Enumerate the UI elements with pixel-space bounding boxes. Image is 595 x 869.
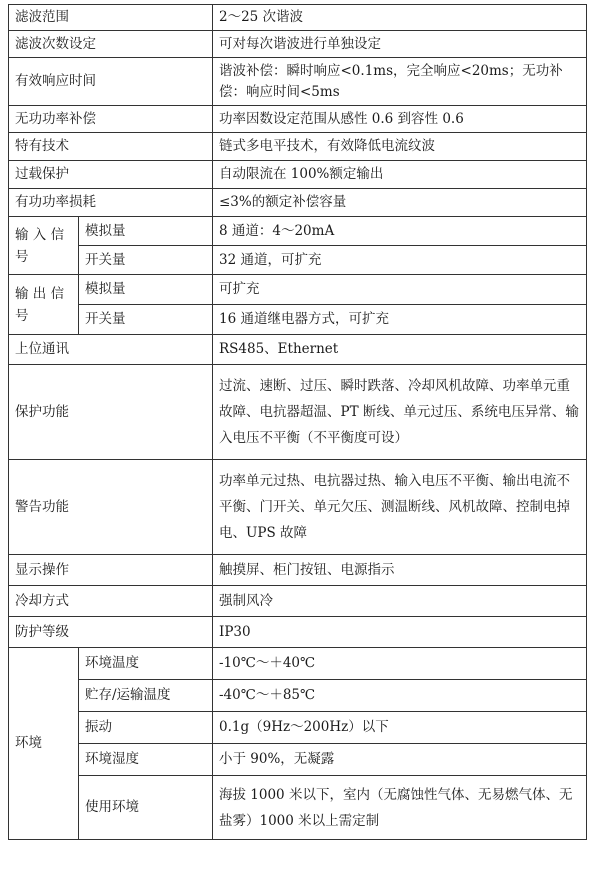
row-value: 0.1g（9Hz～200Hz）以下: [213, 712, 587, 744]
row-output-switch: [9, 305, 587, 335]
row-value: 32 通道，可扩充: [213, 246, 587, 275]
row-value: -10℃～＋40℃: [213, 648, 587, 680]
group-label-input: 输 入 信 号: [9, 217, 79, 275]
spec-table: [8, 4, 587, 840]
row-cooling: [9, 586, 587, 617]
row-value: 可扩充: [213, 275, 587, 305]
row-label: 防护等级: [9, 617, 213, 648]
row-vibration: [9, 712, 587, 744]
row-value: 可对每次谐波进行单独设定: [213, 31, 587, 58]
row-label: 有功功率损耗: [9, 189, 213, 217]
row-value: 触摸屏、柜门按钮、电源指示: [213, 555, 587, 586]
row-value: 谐波补偿：瞬时响应<0.1ms，完全响应<20ms；无功补偿：响应时间<5ms: [213, 58, 587, 106]
row-label: 滤波范围: [9, 5, 213, 31]
row-protection-rating: [9, 617, 587, 648]
group-label-environment: 环境: [9, 648, 79, 840]
row-value: 小于 90%，无凝露: [213, 744, 587, 776]
row-label: 无功功率补偿: [9, 106, 213, 133]
row-storage-temp: [9, 680, 587, 712]
row-value: 2～25 次谐波: [213, 5, 587, 31]
row-label: 保护功能: [9, 365, 213, 460]
row-label: 上位通讯: [9, 335, 213, 365]
row-overload: [9, 161, 587, 189]
row-humidity: [9, 744, 587, 776]
sub-label: 模拟量: [79, 275, 213, 305]
row-value: 功率因数设定范围从感性 0.6 到容性 0.6: [213, 106, 587, 133]
row-value: 自动限流在 100%额定输出: [213, 161, 587, 189]
row-label: 警告功能: [9, 460, 213, 555]
row-value: 16 通道继电器方式，可扩充: [213, 305, 587, 335]
sub-label: 环境温度: [79, 648, 213, 680]
sub-label: 振动: [79, 712, 213, 744]
row-label: 特有技术: [9, 133, 213, 161]
row-value: 链式多电平技术，有效降低电流纹波: [213, 133, 587, 161]
row-value: 强制风冷: [213, 586, 587, 617]
sub-label: 模拟量: [79, 217, 213, 246]
sub-label: 开关量: [79, 305, 213, 335]
row-reactive-comp: [9, 106, 587, 133]
row-special-tech: [9, 133, 587, 161]
row-power-loss: [9, 189, 587, 217]
sub-label: 环境湿度: [79, 744, 213, 776]
row-value: 功率单元过热、电抗器过热、输入电压不平衡、输出电流不平衡、门开关、单元欠压、测温断线、风机故障、控制电掉电、UPS 故障: [213, 460, 587, 555]
row-input-analog: [9, 217, 587, 246]
row-warning: [9, 460, 587, 555]
sub-label: 开关量: [79, 246, 213, 275]
row-label: 有效响应时间: [9, 58, 213, 106]
row-value: 8 通道：4～20mA: [213, 217, 587, 246]
row-env-temp: [9, 648, 587, 680]
row-protection: [9, 365, 587, 460]
row-value: RS485、Ethernet: [213, 335, 587, 365]
row-label: 显示操作: [9, 555, 213, 586]
row-output-analog: [9, 275, 587, 305]
row-usage-env: [9, 776, 587, 840]
row-value: 海拔 1000 米以下，室内（无腐蚀性气体、无易燃气体、无盐雾）1000 米以上需定制: [213, 776, 587, 840]
group-label-output: 输 出 信 号: [9, 275, 79, 335]
row-value: 过流、速断、过压、瞬时跌落、冷却风机故障、功率单元重故障、电抗器超温、PT 断线、单元过压、系统电压异常、输入电压不平衡（不平衡度可设）: [213, 365, 587, 460]
sub-label: 使用环境: [79, 776, 213, 840]
row-input-switch: [9, 246, 587, 275]
row-label: 过载保护: [9, 161, 213, 189]
row-value: IP30: [213, 617, 587, 648]
row-label: 冷却方式: [9, 586, 213, 617]
row-comm: [9, 335, 587, 365]
row-label: 滤波次数设定: [9, 31, 213, 58]
row-filter-range: [9, 5, 587, 31]
row-response-time: [9, 58, 587, 106]
row-value: -40℃～＋85℃: [213, 680, 587, 712]
sub-label: 贮存/运输温度: [79, 680, 213, 712]
row-value: ≤3%的额定补偿容量: [213, 189, 587, 217]
row-display: [9, 555, 587, 586]
row-filter-order: [9, 31, 587, 58]
